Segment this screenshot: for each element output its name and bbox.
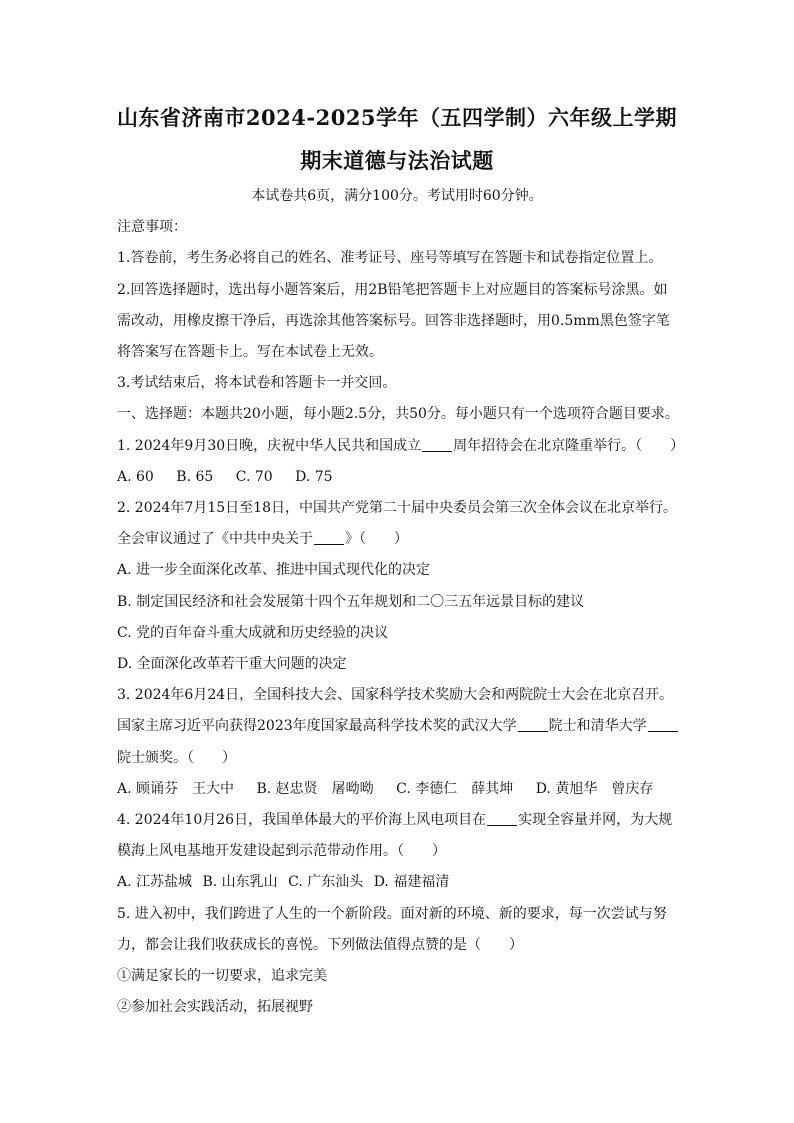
answer-blank <box>487 811 517 826</box>
q1-stem-part1: 1. 2024年9月30日晚，庆祝中华人民共和国成立 <box>117 438 422 454</box>
q4-option-d: D. 福建福清 <box>373 874 450 890</box>
q4-option-b: B. 山东乳山 <box>202 874 278 890</box>
answer-blank <box>314 530 344 545</box>
question-1-stem <box>117 436 687 456</box>
question-1-options <box>117 467 687 487</box>
q3-stem-part2: 院士和清华大学 <box>548 718 647 734</box>
answer-blank <box>422 437 452 452</box>
question-3-stem-line2 <box>117 716 687 736</box>
question-4-stem-line1 <box>117 810 687 830</box>
note-2-line2: 需改动，用橡皮擦干净后，再选涂其他答案标号。回答非选择题时，用0.5mm黑色签字笔 <box>117 313 670 329</box>
q5-item-2: ②参加社会实践活动，拓展视野 <box>117 999 313 1015</box>
q3-option-b: B. 赵忠贤 屠呦呦 <box>256 781 374 797</box>
section-heading: 一、选择题：本题共20小题，每小题2.5分，共50分。每小题只有一个选项符合题目要求。 <box>117 406 679 422</box>
q1-option-b: B. 65 <box>176 469 214 485</box>
q2-option-c: C. 党的百年奋斗重大成就和历史经验的决议 <box>117 625 389 641</box>
q5-item-1: ①满足家长的一切要求，追求完美 <box>117 968 327 984</box>
q1-stem-part2: 周年招待会在北京隆重举行。（ ） <box>453 438 685 454</box>
q3-stem-part1: 国家主席习近平向获得2023年度国家最高科学技术奖的武汉大学 <box>117 718 517 734</box>
notes-heading: 注意事项： <box>117 219 187 235</box>
question-3-stem-line3: 院士颁奖。（ ） <box>117 750 236 766</box>
question-4-stem-line2: 模海上风电基地开发建设起到示范带动作用。（ ） <box>117 843 446 859</box>
answer-blank <box>518 717 548 732</box>
question-3-options <box>117 779 687 799</box>
question-5-stem-line1: 5. 进入初中，我们跨进了人生的一个新阶段。面对新的环境、新的要求，每一次尝试与努 <box>117 906 667 922</box>
note-3: 3.考试结束后，将本试卷和答题卡一并交回。 <box>117 375 397 391</box>
q2-option-b: B. 制定国民经济和社会发展第十四个五年规划和二〇三五年远景目标的建议 <box>117 594 585 610</box>
question-5-stem-line2: 力，都会让我们收获成长的喜悦。下列做法值得点赞的是（ ） <box>117 937 523 953</box>
question-3-stem-line1: 3. 2024年6月24日，全国科技大会、国家科学技术奖励大会和两院院士大会在北京召开。 <box>117 687 674 703</box>
q1-option-a: A. 60 <box>117 469 154 485</box>
q1-option-c: C. 70 <box>235 469 273 485</box>
exam-subtitle: 本试卷共6页，满分100分。考试用时60分钟。 <box>251 188 543 204</box>
q2-stem-part1: 全会审议通过了《中共中央关于 <box>117 531 313 547</box>
question-2-stem-line2 <box>117 529 687 549</box>
answer-blank <box>648 717 678 732</box>
question-2-stem-line1: 2. 2024年7月15日至18日，中国共产党第二十届中央委员会第三次全体会议在北京举行。 <box>117 500 677 516</box>
q4-stem-part2: 实现全容量并网，为大规 <box>518 812 673 828</box>
q2-stem-part2: 》（ ） <box>345 531 408 547</box>
q1-option-d: D. 75 <box>295 469 333 485</box>
q3-option-d: D. 黄旭华 曾庆存 <box>535 781 654 797</box>
q2-option-a: A. 进一步全面深化改革、推进中国式现代化的决定 <box>117 562 431 578</box>
q4-option-c: C. 广东汕头 <box>288 874 364 890</box>
question-4-options <box>117 872 687 892</box>
exam-title-line2: 期末道德与法治试题 <box>300 148 494 173</box>
q3-option-a: A. 顾诵芬 王大中 <box>117 781 235 797</box>
q4-option-a: A. 江苏盐城 <box>117 874 193 890</box>
q2-option-d: D. 全面深化改革若干重大问题的决定 <box>117 656 347 672</box>
exam-title-line1: 山东省济南市2024-2025学年（五四学制）六年级上学期 <box>116 105 678 130</box>
q4-stem-part1: 4. 2024年10月26日，我国单体最大的平价海上风电项目在 <box>117 812 487 828</box>
note-1: 1.答卷前，考生务必将自己的姓名、准考证号、座号等填写在答题卡和试卷指定位置上。 <box>117 250 663 266</box>
note-2-line3: 将答案写在答题卡上。写在本试卷上无效。 <box>117 344 383 360</box>
note-2-line1: 2.回答选择题时，选出每小题答案后，用2B铅笔把答题卡上对应题目的答案标号涂黑。如 <box>117 282 668 298</box>
q3-option-c: C. 李德仁 薛其坤 <box>396 781 514 797</box>
